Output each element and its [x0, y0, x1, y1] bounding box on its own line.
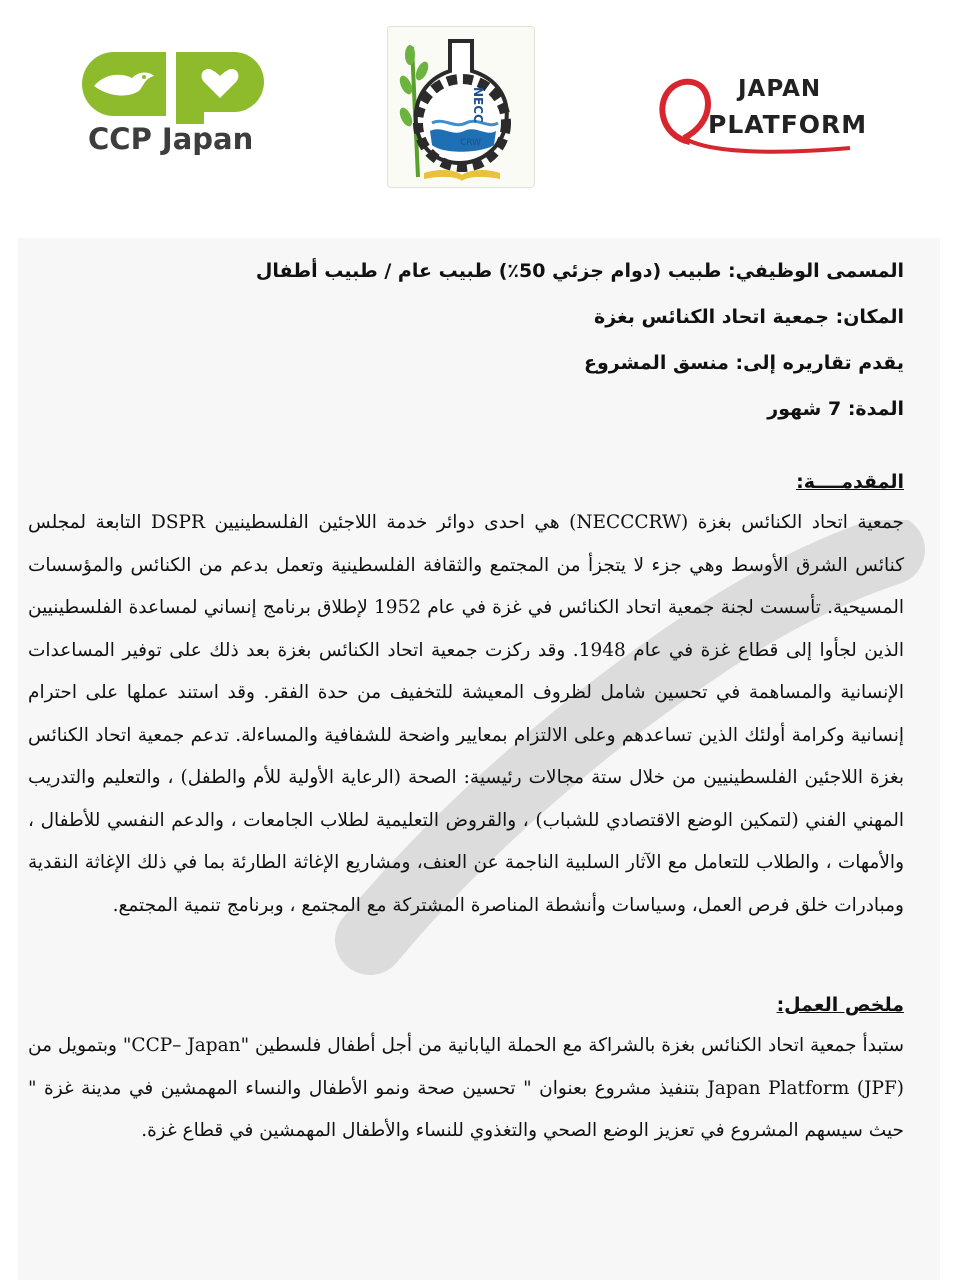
necccrw-emblem-icon: [388, 27, 534, 187]
necc-letters: NECC: [471, 87, 485, 123]
intro-paragraph: جمعية اتحاد الكنائس بغزة (NECCCRW) هي احدى دوائر خدمة اللاجئين الفلسطينيين DSPR التابعة لمجلس كنائس الشرق الأوسط وهي جزء لا يتجزأ من المجتمع والثقافة الفلسطينية وتعمل بدعم من الكنائس والمؤسسات المسيحية. تأسست لجنة جمعية اتحاد الكنائس في غزة في عام 1952 لإطلاق برنامج إنساني لمساعدة الفلسطينيين الذين لجأوا إلى قطاع غزة في عام 1948. وقد ركزت جمعية اتحاد الكنائس بغزة بعد ذلك على توفير المساعدات الإنسانية والمساهمة في تحسين شامل لظروف المعيشة للتخفيف من حدة الفقر. وقد استند عملها على احترام إنسانية وكرامة أولئك الذين تساعدهم وعلى الالتزام بمعايير واضحة للشفافية والمساءلة. تدعم جمعية اتحاد الكنائس بغزة اللاجئين الفلسطينيين من خلال ستة مجالات رئيسية: الصحة (الرعاية الأولية للأم والطفل) ، والتعليم والتدريب المهني الفني (لتمكين الوضع الاقتصادي للشباب) ، والقروض التعليمية لطلاب الجامعات ، والدعم النفسي للأطفال ، والأمهات ، والطلاب للتعامل مع الآثار السلبية الناجمة عن العنف، ومشاريع الإغاثة الطارئة بما في ذلك الإغاثة النقدية ومبادرات خلق فرص العمل، وسياسات وأنشطة المناصرة المشتركة مع المجتمع ، وبرنامج تنمية المجتمع.: [28, 512, 904, 916]
japan-platform-logo: [650, 70, 868, 170]
summary-paragraph: ستبدأ جمعية اتحاد الكنائس بغزة بالشراكة مع الحملة اليابانية من أجل أطفال فلسطين "CCP– Japan" وبتمويل من Japan Platform (JPF) بتنفيذ مشروع بعنوان " تحسين صحة ونمو الأطفال والنساء المهمشين في مدينة غزة " حيث سيسهم المشروع في تعزيز الوضع الصحي والتغذوي للنساء والأطفال المهمشين في قطاع غزة.: [28, 1035, 904, 1141]
job-title: المسمى الوظيفي: طبيب (دوام جزئي 50٪) طبيب عام / طبيب أطفال: [255, 260, 904, 282]
jpf-line1: JAPAN: [738, 76, 822, 102]
job-description: [28, 248, 904, 1153]
ccp-logo-text: CCP Japan: [88, 122, 254, 156]
summary-heading: ملخص العمل:: [776, 994, 904, 1016]
necccrw-logo: [387, 26, 535, 188]
ccp-logo-mark-icon: [74, 46, 270, 126]
intro-heading: المقدمــــة:: [796, 471, 904, 493]
header-logos: [0, 0, 958, 215]
jpf-line2: PLATFORM: [708, 110, 868, 139]
ccp-japan-logo: [74, 46, 270, 166]
job-duration: المدة: 7 شهور: [767, 398, 904, 420]
necc-sub: CRW: [460, 138, 482, 148]
job-reports-to: يقدم تقاريره إلى: منسق المشروع: [584, 352, 904, 374]
job-location: المكان: جمعية اتحاد الكنائس بغزة: [594, 306, 904, 328]
